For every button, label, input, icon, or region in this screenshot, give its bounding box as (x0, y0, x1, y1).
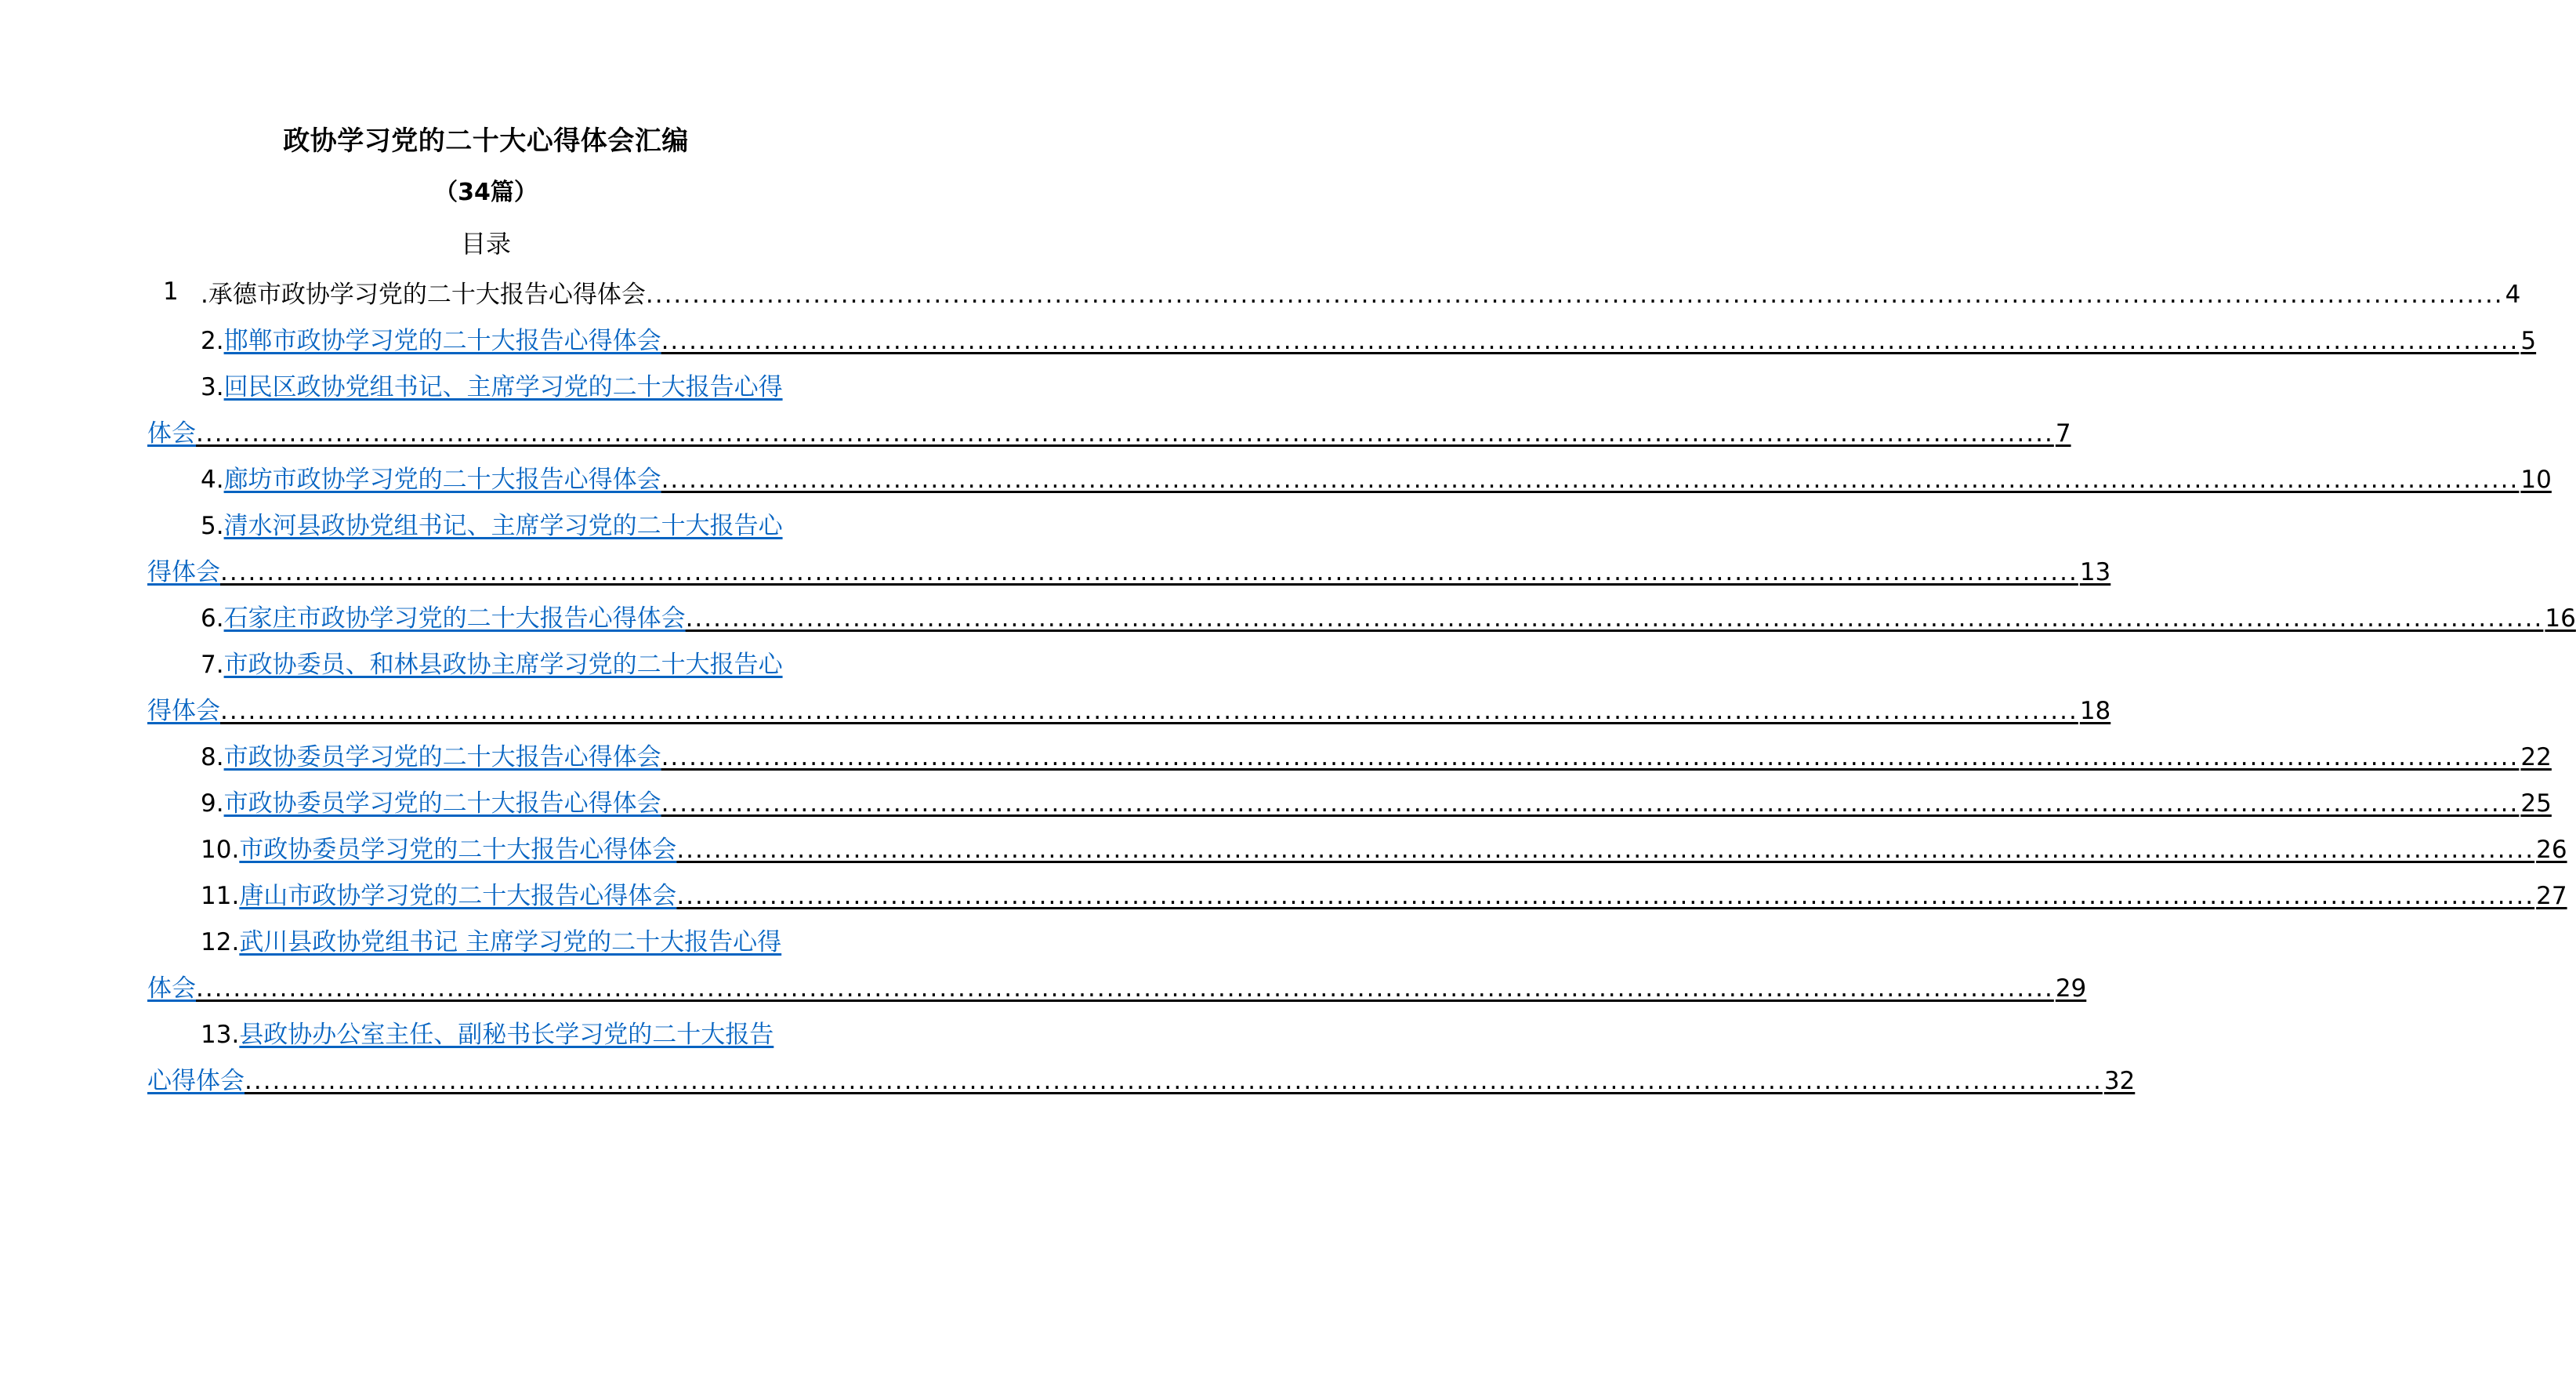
toc-leader-dots: ........................................................................................................................................................................................................ (676, 882, 2535, 910)
toc-leader-dots: ........................................................................................................................................................................................................ (685, 604, 2544, 633)
toc-entry-link[interactable]: 清水河县政协党组书记、主席学习党的二十大报告心 (223, 512, 783, 540)
toc-entry-link[interactable]: 武川县政协党组书记 主席学习党的二十大报告心得 (239, 928, 782, 956)
toc-entry-link[interactable]: 廊坊市政协学习党的二十大报告心得体会 (223, 466, 661, 494)
toc-entry-number: 7. (201, 651, 224, 679)
toc-entry-link-continued[interactable]: 体会 (147, 419, 196, 448)
toc-leader-dots: ........................................................................................................................................................................................................ (196, 974, 2054, 1003)
toc-page-number: 25 (2520, 789, 2552, 818)
toc-entry-link[interactable]: 唐山市政协学习党的二十大报告心得体会 (239, 882, 677, 910)
toc-page-number: 4 (2505, 281, 2521, 309)
toc-page-number: 29 (2055, 974, 2087, 1003)
toc-entry-number: 1 (163, 278, 179, 306)
toc-entry-number: 10. (201, 836, 240, 864)
toc-entry-link-continued[interactable]: 心得体会 (147, 1067, 245, 1095)
toc-entry-link[interactable]: 邯郸市政协学习党的二十大报告心得体会 (223, 327, 661, 355)
toc-entry[interactable] (147, 511, 2111, 587)
document-subtitle: （34篇） (434, 179, 538, 206)
toc-leader-dots: ........................................................................................................................................................................................................ (661, 789, 2520, 818)
toc-entry-link-continued[interactable]: 体会 (147, 974, 196, 1003)
toc-page-number: 10 (2520, 466, 2552, 494)
toc-leader-dots: ........................................................................................................................................................................................................ (245, 1067, 2103, 1095)
toc-entry-number: 6. (201, 604, 224, 633)
toc-entry-link-continued[interactable]: 得体会 (147, 697, 220, 725)
toc-leader-dots: ........................................................................................................................................................................................................ (220, 558, 2078, 586)
toc-entry[interactable] (147, 1020, 2136, 1096)
toc-entry-link[interactable]: 石家庄市政协学习党的二十大报告心得体会 (223, 604, 686, 633)
toc-leader-dots: ........................................................................................................................................................................................................ (661, 743, 2520, 771)
toc-entry-number: 3. (201, 373, 224, 401)
toc-entry-link[interactable]: 市政协委员学习党的二十大报告心得体会 (223, 789, 661, 818)
toc-entry-number: 9. (201, 789, 224, 818)
toc-page-number: 13 (2079, 558, 2111, 586)
toc-entry-number: . (201, 281, 208, 309)
toc-entry-link[interactable]: 市政协委员学习党的二十大报告心得体会 (223, 743, 661, 771)
toc-entry-link-continued[interactable]: 得体会 (147, 558, 220, 586)
toc-page-number: 5 (2520, 327, 2537, 355)
toc-entry[interactable] (147, 927, 2087, 1003)
toc-leader-dots: ........................................................................................................................................................................................................ (645, 281, 2504, 309)
toc-entry[interactable] (147, 742, 2552, 772)
toc-entry-link[interactable]: 市政协委员学习党的二十大报告心得体会 (239, 836, 677, 864)
toc-entry-number: 11. (201, 882, 240, 910)
toc-leader-dots: ........................................................................................................................................................................................................ (220, 697, 2078, 725)
toc-entry-number: 5. (201, 512, 224, 540)
toc-entry-link[interactable]: 市政协委员、和林县政协主席学习党的二十大报告心 (223, 651, 783, 679)
toc-leader-dots: ........................................................................................................................................................................................................ (196, 419, 2054, 448)
toc-entry[interactable] (147, 326, 2537, 356)
toc-page-number: 18 (2079, 697, 2111, 725)
toc-page-number: 7 (2055, 419, 2071, 448)
toc-entry-link[interactable]: 回民区政协党组书记、主席学习党的二十大报告心得 (223, 373, 783, 401)
toc-entry-number: 12. (201, 928, 240, 956)
toc-entry-number: 4. (201, 466, 224, 494)
toc-entry-number: 8. (201, 743, 224, 771)
toc-entry-number: 13. (201, 1021, 240, 1049)
toc-page-number: 16 (2545, 604, 2576, 633)
toc-entry-link: 承德市政协学习党的二十大报告心得体会 (208, 281, 646, 309)
toc-entry-number: 2. (201, 327, 224, 355)
toc-entry-link[interactable]: 县政协办公室主任、副秘书长学习党的二十大报告 (239, 1021, 774, 1049)
toc-leader-dots: ........................................................................................................................................................................................................ (676, 836, 2535, 864)
document-title: 政协学习党的二十大心得体会汇编 (283, 125, 689, 157)
toc-entry[interactable] (147, 604, 2576, 633)
toc-leader-dots: ........................................................................................................................................................................................................ (661, 327, 2520, 355)
toc-entry[interactable] (147, 789, 2552, 818)
toc-entry[interactable] (147, 835, 2567, 865)
toc-entry[interactable] (147, 881, 2567, 911)
toc-leader-dots: ........................................................................................................................................................................................................ (661, 466, 2520, 494)
toc-entry[interactable] (147, 650, 2111, 726)
toc-entry (147, 280, 2521, 310)
toc-page-number: 27 (2536, 882, 2567, 910)
toc-entry[interactable] (147, 372, 2071, 448)
toc-page-number: 32 (2103, 1067, 2136, 1095)
toc-entry[interactable] (147, 465, 2552, 495)
toc-page-number: 22 (2520, 743, 2552, 771)
toc-heading: 目录 (460, 229, 511, 259)
toc-page-number: 26 (2536, 836, 2567, 864)
